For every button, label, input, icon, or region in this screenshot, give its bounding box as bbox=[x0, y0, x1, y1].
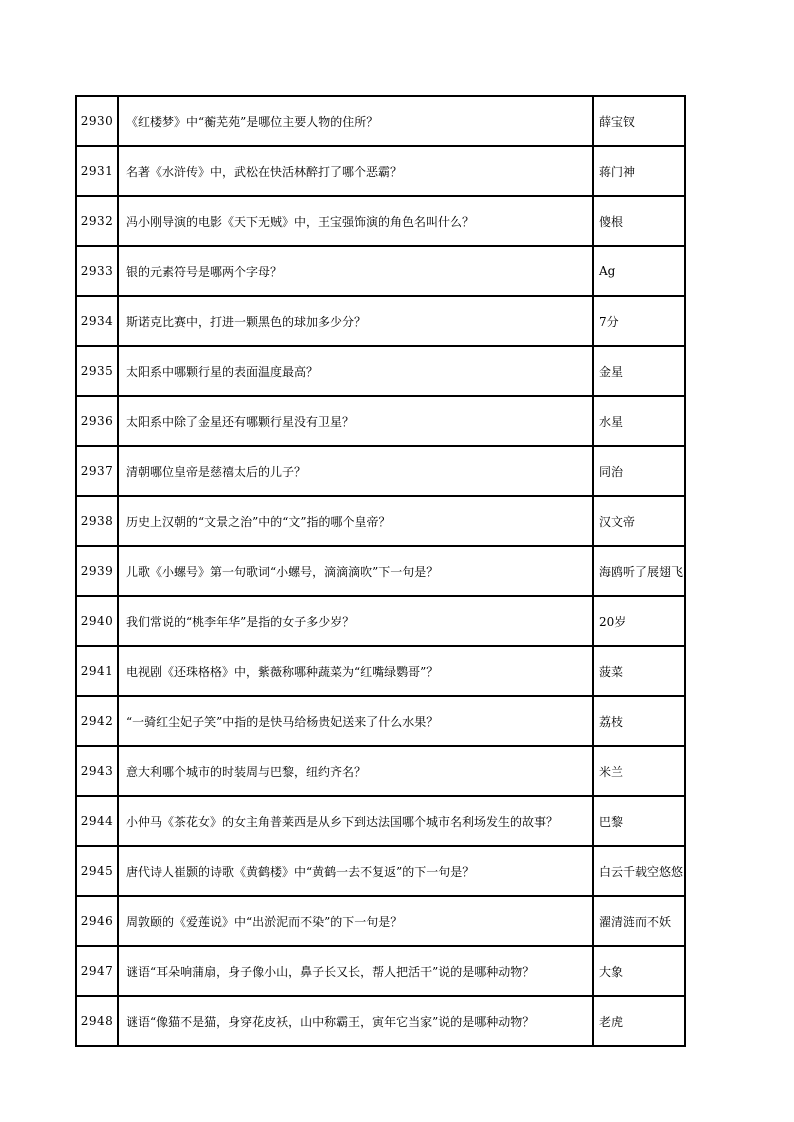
row-number-cell: 2947 bbox=[76, 946, 118, 996]
answer-cell: Ag bbox=[593, 246, 685, 296]
row-number-cell: 2942 bbox=[76, 696, 118, 746]
row-number-cell: 2945 bbox=[76, 846, 118, 896]
row-number-cell: 2933 bbox=[76, 246, 118, 296]
table-row bbox=[76, 346, 685, 396]
table-row bbox=[76, 96, 685, 146]
question-cell: 清朝哪位皇帝是慈禧太后的儿子？ bbox=[118, 446, 593, 496]
question-cell: 太阳系中哪颗行星的表面温度最高？ bbox=[118, 346, 593, 396]
answer-cell: 米兰 bbox=[593, 746, 685, 796]
answer-cell: 20岁 bbox=[593, 596, 685, 646]
question-cell: 唐代诗人崔颢的诗歌《黄鹤楼》中“黄鹤一去不复返”的下一句是？ bbox=[118, 846, 593, 896]
question-cell: 小仲马《茶花女》的女主角普莱西是从乡下到达法国哪个城市名利场发生的故事？ bbox=[118, 796, 593, 846]
answer-cell: 汉文帝 bbox=[593, 496, 685, 546]
question-cell: 意大利哪个城市的时装周与巴黎，纽约齐名？ bbox=[118, 746, 593, 796]
answer-cell: 蒋门神 bbox=[593, 146, 685, 196]
question-cell: 历史上汉朝的“文景之治”中的“文”指的哪个皇帝？ bbox=[118, 496, 593, 546]
row-number-cell: 2936 bbox=[76, 396, 118, 446]
row-number-cell: 2931 bbox=[76, 146, 118, 196]
row-number-cell: 2935 bbox=[76, 346, 118, 396]
row-number-cell: 2946 bbox=[76, 896, 118, 946]
question-cell: 谜语“像猫不是猫，身穿花皮袄，山中称霸王，寅年它当家”说的是哪种动物？ bbox=[118, 996, 593, 1046]
row-number-cell: 2930 bbox=[76, 96, 118, 146]
question-cell: 儿歌《小螺号》第一句歌词“小螺号，滴滴滴吹”下一句是？ bbox=[118, 546, 593, 596]
question-cell: 太阳系中除了金星还有哪颗行星没有卫星？ bbox=[118, 396, 593, 446]
row-number-cell: 2938 bbox=[76, 496, 118, 546]
answer-cell: 同治 bbox=[593, 446, 685, 496]
table-row bbox=[76, 946, 685, 996]
question-cell: 冯小刚导演的电影《天下无贼》中，王宝强饰演的角色名叫什么？ bbox=[118, 196, 593, 246]
row-number-cell: 2939 bbox=[76, 546, 118, 596]
table-row bbox=[76, 896, 685, 946]
answer-cell: 海鸥听了展翅飞 bbox=[593, 546, 685, 596]
answer-cell: 薛宝钗 bbox=[593, 96, 685, 146]
question-cell: 谜语“耳朵响蒲扇，身子像小山，鼻子长又长，帮人把活干”说的是哪种动物？ bbox=[118, 946, 593, 996]
row-number-cell: 2932 bbox=[76, 196, 118, 246]
table-row bbox=[76, 446, 685, 496]
table-row bbox=[76, 846, 685, 896]
question-cell: 周敦颐的《爱莲说》中“出淤泥而不染”的下一句是？ bbox=[118, 896, 593, 946]
answer-cell: 水星 bbox=[593, 396, 685, 446]
row-number-cell: 2934 bbox=[76, 296, 118, 346]
question-cell: 斯诺克比赛中，打进一颗黑色的球加多少分？ bbox=[118, 296, 593, 346]
table-row bbox=[76, 496, 685, 546]
quiz-table-body bbox=[76, 96, 685, 1046]
answer-cell: 7分 bbox=[593, 296, 685, 346]
table-row bbox=[76, 546, 685, 596]
answer-cell: 白云千载空悠悠 bbox=[593, 846, 685, 896]
question-cell: 我们常说的“桃李年华”是指的女子多少岁？ bbox=[118, 596, 593, 646]
row-number-cell: 2943 bbox=[76, 746, 118, 796]
table-row bbox=[76, 196, 685, 246]
table-row bbox=[76, 246, 685, 296]
table-row bbox=[76, 146, 685, 196]
table-row bbox=[76, 996, 685, 1046]
row-number-cell: 2944 bbox=[76, 796, 118, 846]
question-cell: 《红楼梦》中“蘅芜苑”是哪位主要人物的住所？ bbox=[118, 96, 593, 146]
question-cell: 银的元素符号是哪两个字母？ bbox=[118, 246, 593, 296]
table-row bbox=[76, 596, 685, 646]
table-row bbox=[76, 646, 685, 696]
answer-cell: 荔枝 bbox=[593, 696, 685, 746]
answer-cell: 菠菜 bbox=[593, 646, 685, 696]
answer-cell: 巴黎 bbox=[593, 796, 685, 846]
question-cell: “一骑红尘妃子笑”中指的是快马给杨贵妃送来了什么水果？ bbox=[118, 696, 593, 746]
row-number-cell: 2941 bbox=[76, 646, 118, 696]
table-row bbox=[76, 746, 685, 796]
row-number-cell: 2937 bbox=[76, 446, 118, 496]
row-number-cell: 2940 bbox=[76, 596, 118, 646]
quiz-table bbox=[75, 95, 686, 1047]
answer-cell: 老虎 bbox=[593, 996, 685, 1046]
question-cell: 电视剧《还珠格格》中，紫薇称哪种蔬菜为“红嘴绿鹦哥”？ bbox=[118, 646, 593, 696]
table-row bbox=[76, 296, 685, 346]
answer-cell: 金星 bbox=[593, 346, 685, 396]
question-cell: 名著《水浒传》中，武松在快活林醉打了哪个恶霸？ bbox=[118, 146, 593, 196]
row-number-cell: 2948 bbox=[76, 996, 118, 1046]
answer-cell: 大象 bbox=[593, 946, 685, 996]
table-row bbox=[76, 396, 685, 446]
table-row bbox=[76, 696, 685, 746]
table-row bbox=[76, 796, 685, 846]
answer-cell: 傻根 bbox=[593, 196, 685, 246]
answer-cell: 濯清涟而不妖 bbox=[593, 896, 685, 946]
